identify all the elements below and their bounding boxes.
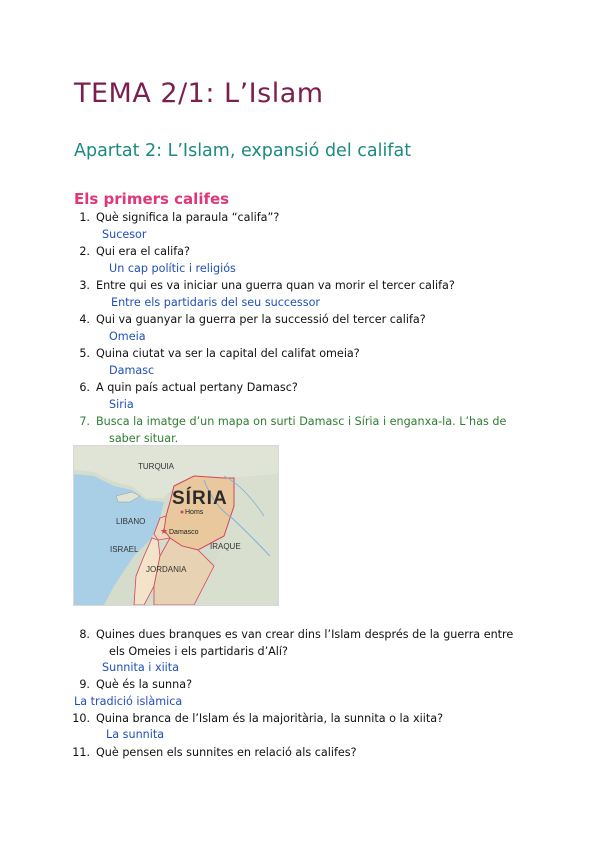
answer-3: Entre els partidaris del seu successor <box>111 296 321 309</box>
map-city-homs: Homs <box>185 509 204 516</box>
map-label-iraq: IRAQUE <box>210 542 241 551</box>
question-8: 8. Quines dues branques es van crear dins l’Islam després de la guerra entre <box>79 628 514 641</box>
question-7: 7. Busca la imatge d’un mapa on surti Damasc i Síria i enganxa-la. L’has de <box>79 415 507 428</box>
question-6: 6. A quin país actual pertany Damasc? <box>79 381 298 394</box>
question-4: 4. Qui va guanyar la guerra per la successió del tercer califa? <box>79 313 426 326</box>
question-9: 9. Què és la sunna? <box>79 678 193 691</box>
question-1: 1. Què significa la paraula “califa”? <box>79 211 280 224</box>
document-title: TEMA 2/1: L’Islam <box>74 78 324 109</box>
answer-6: Siria <box>109 398 134 411</box>
answer-1: Sucesor <box>102 228 147 241</box>
section-heading: Els primers califes <box>74 190 230 208</box>
question-7-cont: saber situar. <box>109 432 179 445</box>
answer-5: Damasc <box>109 364 155 377</box>
answer-9: La tradició islàmica <box>74 695 183 708</box>
question-8-cont: els Omeies i els partidaris d’Alí? <box>109 645 288 658</box>
answer-2: Un cap polític i religiós <box>109 262 236 275</box>
question-2: 2. Qui era el califa? <box>79 245 190 258</box>
map-label-lebanon: LIBANO <box>116 517 146 526</box>
question-11: 11. Què pensen els sunnites en relació als califes? <box>72 746 357 759</box>
map-city-damascus: Damasco <box>169 529 199 536</box>
answer-10: La sunnita <box>106 728 165 741</box>
question-3: 3. Entre qui es va iniciar una guerra quan va morir el tercer califa? <box>79 279 455 292</box>
answer-4: Omeia <box>109 330 146 343</box>
capital-star-icon: ★ <box>160 527 169 537</box>
answer-8: Sunnita i xiita <box>102 661 180 674</box>
question-5: 5. Quina ciutat va ser la capital del califat omeia? <box>79 347 360 360</box>
section-subtitle: Apartat 2: L’Islam, expansió del califat <box>74 141 412 161</box>
map-label-turkey: TURQUIA <box>138 462 174 471</box>
map-label-jordan: JORDANIA <box>146 565 187 574</box>
syria-map <box>73 445 279 606</box>
map-label-israel: ISRAEL <box>110 545 139 554</box>
question-10: 10. Quina branca de l’Islam és la majoritària, la sunnita o la xiita? <box>72 712 444 725</box>
map-label-syria: SÍRIA <box>172 488 228 509</box>
